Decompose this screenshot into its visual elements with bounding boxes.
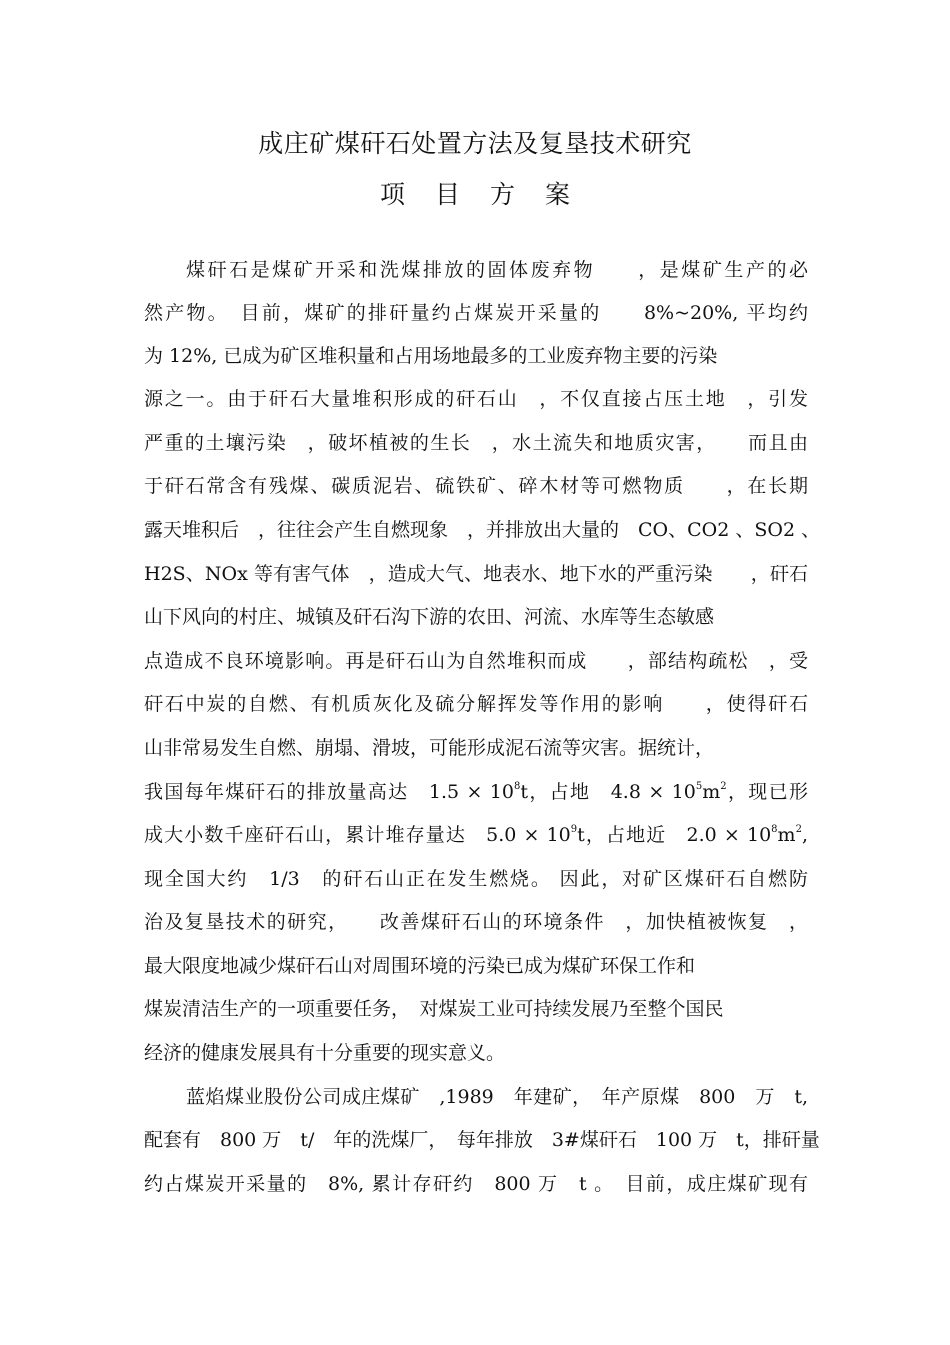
text-line: 严重的土壤污染 ，破坏植被的生长 ，水土流失和地质灾害， 而且由: [144, 432, 808, 454]
document-title: 成庄矿煤矸石处置方法及复垦技术研究: [258, 129, 692, 158]
text-line: 现全国大约 1/3 的矸石山正在发生燃烧。 因此，对矿区煤矸石自燃防: [144, 868, 808, 890]
text-line: 然产物。 目前，煤矿的排矸量约占煤炭开采量的 8%~20%, 平均约: [144, 302, 808, 324]
text-line: 为 12%, 已成为矿区堆积量和占用场地最多的工业废弃物主要的污染: [144, 345, 718, 367]
text-line: 蓝焰煤业股份公司成庄煤矿 ,1989 年建矿， 年产原煤 800 万 t,: [186, 1086, 808, 1108]
text-line: 露天堆积后 ，往往会产生自燃现象 ，并排放出大量的 CO、CO2 、SO2 、: [144, 519, 821, 541]
document-subtitle: 项目方案: [379, 180, 600, 209]
text-line: 约占煤炭开采量的 8%, 累计存矸约 800 万 t 。 目前，成庄煤矿现有: [144, 1173, 808, 1195]
text-line: 治及复垦技术的研究， 改善煤矸石山的环境条件 ，加快植被恢复 ，: [144, 911, 808, 933]
text-line: 于矸石常含有残煤、碳质泥岩、硫铁矿、碎木材等可燃物质 ，在长期: [144, 475, 808, 497]
text-line: 经济的健康发展具有十分重要的现实意义。: [144, 1042, 506, 1064]
text-line: 煤炭清洁生产的一项重要任务， 对煤炭工业可持续发展乃至整个国民: [144, 998, 724, 1020]
text-line: H2S、NOx 等有害气体 ，造成大气、地表水、地下水的严重污染 ，矸石: [144, 563, 808, 585]
text-line: 山非常易发生自燃、崩塌、滑坡，可能形成泥石流等灾害。据统计，: [144, 737, 715, 759]
text-line: 点造成不良环境影响。再是矸石山为自然堆积而成 ，部结构疏松 ，受: [144, 650, 808, 672]
text-line: 煤矸石是煤矿开采和洗煤排放的固体废弃物 ，是煤矿生产的必: [186, 259, 808, 281]
text-line: 山下风向的村庄、城镇及矸石沟下游的农田、河流、水库等生态敏感: [144, 606, 715, 628]
text-line: 源之一。由于矸石大量堆积形成的矸石山 ，不仅直接占压土地 ，引发: [144, 388, 808, 410]
text-line: 矸石中炭的自燃、有机质灰化及硫分解挥发等作用的影响 ，使得矸石: [144, 693, 808, 715]
stat-line-discharge: 我国每年煤矸石的排放量高达 $1.5 \times 10^8t$，占地 $4.8 \times 10^5m^2$，现已形: [144, 781, 808, 803]
text-line: 最大限度地减少煤矸石山对周围环境的污染已成为煤矿环保工作和: [144, 955, 696, 977]
stat-line-storage: 成大小数千座矸石山，累计堆存量达 $5.0 \times 10^9t$，占地近 $2.0 \times 10^8m^2$,: [144, 824, 808, 846]
text-line: 配套有 800 万 t/ 年的洗煤厂， 每年排放 3#煤矸石 100 万 t，排矸量: [144, 1129, 820, 1151]
